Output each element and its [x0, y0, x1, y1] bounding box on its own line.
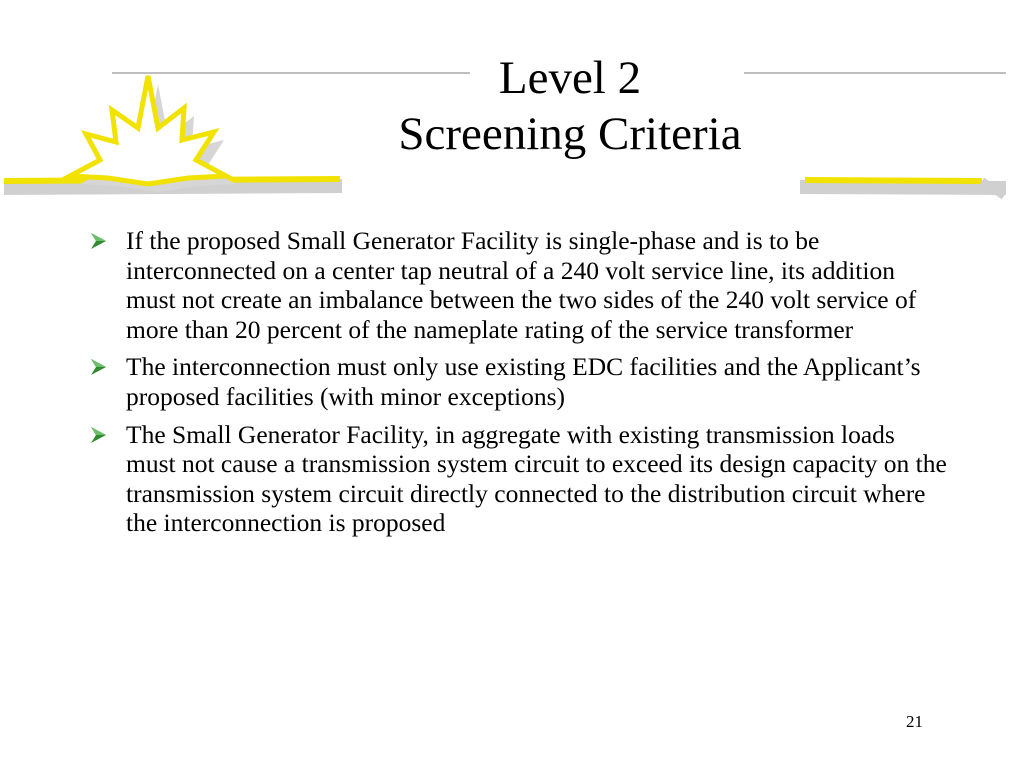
- arrow-bullet-icon: [88, 356, 110, 378]
- bullet-list: [88, 226, 948, 546]
- bullet-item: [88, 226, 948, 344]
- arrow-bullet-icon: [88, 230, 110, 252]
- slide-title: [300, 50, 840, 162]
- bullet-text: The Small Generator Facility, in aggregate with existing transmission loads must not cause a transmission system circuit to exceed its design capacity on the transmission system circuit directly connected to the distribution circuit where the interconnection is proposed: [126, 419, 947, 538]
- title-line-2: Screening Criteria: [398, 108, 742, 160]
- title-line-1: Level 2: [498, 52, 642, 104]
- bullet-item: [88, 352, 948, 411]
- bullet-text: If the proposed Small Generator Facility is single-phase and is to be interconnected on a center tap neutral of a 240 volt service line, its addition must not create an imbalance between the two sides of the 240 volt service of more than 20 percent of the nameplate rating of the service transformer: [126, 226, 917, 344]
- arrow-bullet-icon: [88, 424, 110, 446]
- starburst-icon: [70, 76, 236, 192]
- bullet-text: The interconnection must only use existing EDC facilities and the Applicant’s proposed facilities (with minor exceptions): [126, 352, 921, 411]
- page-number: 21: [906, 712, 923, 731]
- bullet-item: [88, 420, 948, 538]
